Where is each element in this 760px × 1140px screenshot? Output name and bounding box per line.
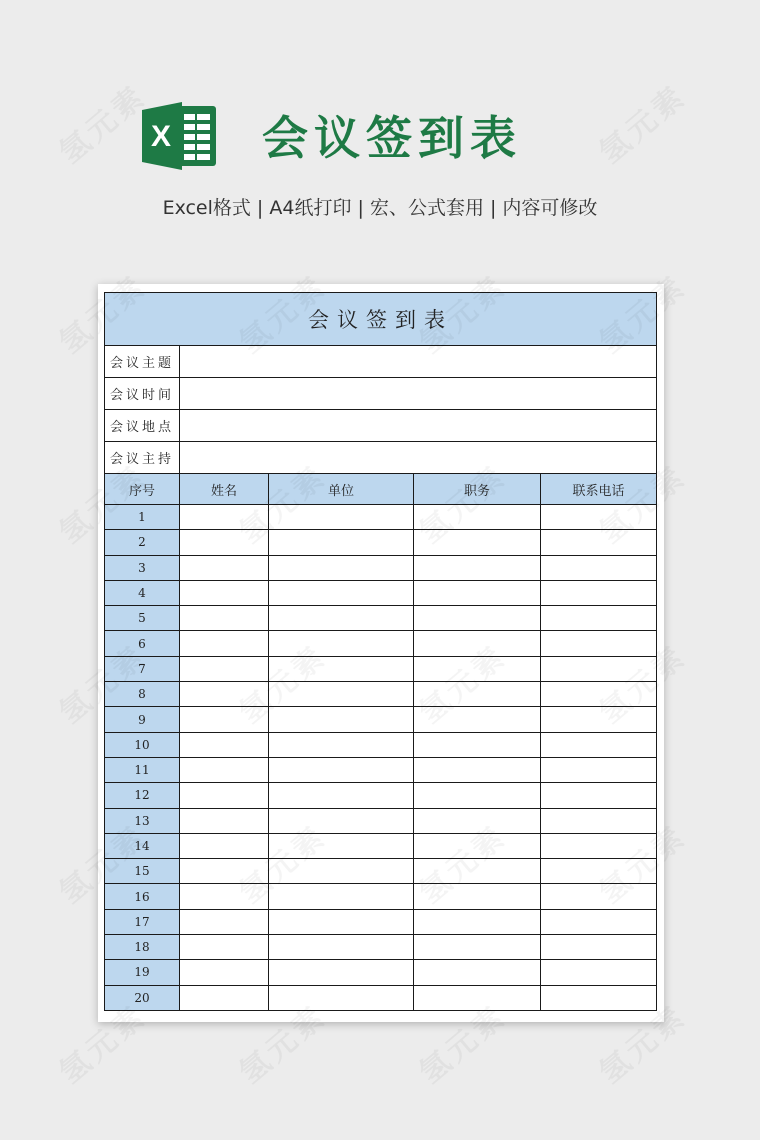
row-number: 18 [105, 935, 180, 960]
data-cell[interactable] [414, 884, 541, 909]
data-cell[interactable] [541, 935, 657, 960]
data-cell[interactable] [269, 808, 414, 833]
data-cell[interactable] [269, 732, 414, 757]
data-cell[interactable] [414, 808, 541, 833]
table-row [105, 530, 657, 555]
data-cell[interactable] [180, 656, 269, 681]
table-row [105, 859, 657, 884]
row-number: 10 [105, 732, 180, 757]
table-row [105, 985, 657, 1010]
data-cell[interactable] [180, 682, 269, 707]
data-cell[interactable] [414, 783, 541, 808]
column-header-row [105, 474, 657, 505]
data-cell[interactable] [269, 859, 414, 884]
data-cell[interactable] [541, 682, 657, 707]
data-cell[interactable] [269, 960, 414, 985]
info-value-cell[interactable] [180, 442, 657, 474]
data-cell[interactable] [414, 935, 541, 960]
row-number: 16 [105, 884, 180, 909]
data-cell[interactable] [541, 985, 657, 1010]
data-cell[interactable] [180, 707, 269, 732]
info-row [105, 410, 657, 442]
data-cell[interactable] [414, 833, 541, 858]
banner [0, 0, 760, 250]
data-cell[interactable] [180, 580, 269, 605]
page-title: 会议签到表 [262, 111, 522, 165]
data-cell[interactable] [541, 505, 657, 530]
row-number: 20 [105, 985, 180, 1010]
table-row [105, 833, 657, 858]
excel-logo-icon [140, 100, 220, 172]
data-cell[interactable] [269, 985, 414, 1010]
data-cell[interactable] [180, 884, 269, 909]
table-row [105, 656, 657, 681]
data-cell[interactable] [269, 505, 414, 530]
row-number: 8 [105, 682, 180, 707]
table-row [105, 505, 657, 530]
data-cell[interactable] [180, 783, 269, 808]
data-cell[interactable] [180, 606, 269, 631]
data-cell[interactable] [180, 909, 269, 934]
data-cell[interactable] [269, 530, 414, 555]
sheet-title: 会议签到表 [105, 293, 657, 346]
data-cell[interactable] [414, 505, 541, 530]
data-cell[interactable] [541, 783, 657, 808]
info-label: 会议地点 [105, 410, 180, 442]
data-cell[interactable] [180, 732, 269, 757]
row-number: 6 [105, 631, 180, 656]
data-cell[interactable] [269, 555, 414, 580]
data-cell[interactable] [269, 833, 414, 858]
data-cell[interactable] [541, 859, 657, 884]
data-cell[interactable] [541, 580, 657, 605]
row-number: 11 [105, 757, 180, 782]
info-label: 会议主持 [105, 442, 180, 474]
table-row [105, 707, 657, 732]
row-number: 15 [105, 859, 180, 884]
data-cell[interactable] [414, 909, 541, 934]
row-number: 7 [105, 656, 180, 681]
info-row [105, 442, 657, 474]
data-cell[interactable] [269, 682, 414, 707]
data-cell[interactable] [180, 631, 269, 656]
table-row [105, 935, 657, 960]
data-cell[interactable] [180, 530, 269, 555]
data-cell[interactable] [269, 707, 414, 732]
table-row [105, 808, 657, 833]
data-cell[interactable] [414, 580, 541, 605]
table-row [105, 909, 657, 934]
data-cell[interactable] [541, 631, 657, 656]
column-header: 单位 [269, 474, 414, 505]
row-number: 3 [105, 555, 180, 580]
row-number: 1 [105, 505, 180, 530]
row-number: 17 [105, 909, 180, 934]
info-label: 会议时间 [105, 378, 180, 410]
data-cell[interactable] [541, 656, 657, 681]
data-cell[interactable] [541, 606, 657, 631]
column-header: 姓名 [180, 474, 269, 505]
data-cell[interactable] [180, 935, 269, 960]
data-cell[interactable] [541, 530, 657, 555]
data-cell[interactable] [269, 935, 414, 960]
data-cell[interactable] [414, 555, 541, 580]
data-cell[interactable] [180, 757, 269, 782]
sign-in-table [104, 292, 657, 1011]
info-value-cell[interactable] [180, 346, 657, 378]
data-cell[interactable] [269, 580, 414, 605]
data-cell[interactable] [541, 960, 657, 985]
data-cell[interactable] [414, 859, 541, 884]
row-number: 5 [105, 606, 180, 631]
table-row [105, 631, 657, 656]
sheet-paper [98, 284, 664, 1022]
table-row [105, 606, 657, 631]
row-number: 4 [105, 580, 180, 605]
row-number: 14 [105, 833, 180, 858]
row-number: 2 [105, 530, 180, 555]
data-cell[interactable] [414, 985, 541, 1010]
data-cell[interactable] [541, 757, 657, 782]
data-cell[interactable] [541, 555, 657, 580]
data-cell[interactable] [541, 909, 657, 934]
data-cell[interactable] [414, 606, 541, 631]
row-number: 9 [105, 707, 180, 732]
table-row [105, 580, 657, 605]
data-cell[interactable] [541, 884, 657, 909]
data-cell[interactable] [541, 833, 657, 858]
data-cell[interactable] [269, 909, 414, 934]
row-number: 19 [105, 960, 180, 985]
column-header: 联系电话 [541, 474, 657, 505]
column-header: 序号 [105, 474, 180, 505]
data-cell[interactable] [180, 859, 269, 884]
table-row [105, 555, 657, 580]
table-row [105, 884, 657, 909]
page-subtitle: Excel格式 | A4纸打印 | 宏、公式套用 | 内容可修改 [162, 197, 598, 219]
data-cell[interactable] [269, 884, 414, 909]
column-header: 职务 [414, 474, 541, 505]
data-cell[interactable] [541, 707, 657, 732]
info-value-cell[interactable] [180, 410, 657, 442]
data-cell[interactable] [541, 808, 657, 833]
data-cell[interactable] [269, 656, 414, 681]
row-number: 13 [105, 808, 180, 833]
data-cell[interactable] [414, 707, 541, 732]
data-cell[interactable] [414, 530, 541, 555]
table-row [105, 960, 657, 985]
data-cell[interactable] [269, 606, 414, 631]
data-cell[interactable] [269, 631, 414, 656]
data-cell[interactable] [180, 808, 269, 833]
svg-text:X: X [150, 120, 172, 153]
data-cell[interactable] [541, 732, 657, 757]
data-cell[interactable] [180, 505, 269, 530]
table-row [105, 757, 657, 782]
table-row [105, 783, 657, 808]
sheet-title-row [105, 293, 657, 346]
info-label: 会议主题 [105, 346, 180, 378]
data-cell[interactable] [269, 757, 414, 782]
data-cell[interactable] [269, 783, 414, 808]
data-cell[interactable] [180, 833, 269, 858]
row-number: 12 [105, 783, 180, 808]
data-cell[interactable] [180, 985, 269, 1010]
data-cell[interactable] [180, 960, 269, 985]
data-cell[interactable] [414, 732, 541, 757]
data-cell[interactable] [414, 656, 541, 681]
table-row [105, 682, 657, 707]
data-cell[interactable] [414, 757, 541, 782]
info-value-cell[interactable] [180, 378, 657, 410]
info-row [105, 378, 657, 410]
info-row [105, 346, 657, 378]
data-cell[interactable] [414, 960, 541, 985]
data-cell[interactable] [414, 631, 541, 656]
table-row [105, 732, 657, 757]
data-cell[interactable] [180, 555, 269, 580]
data-cell[interactable] [414, 682, 541, 707]
